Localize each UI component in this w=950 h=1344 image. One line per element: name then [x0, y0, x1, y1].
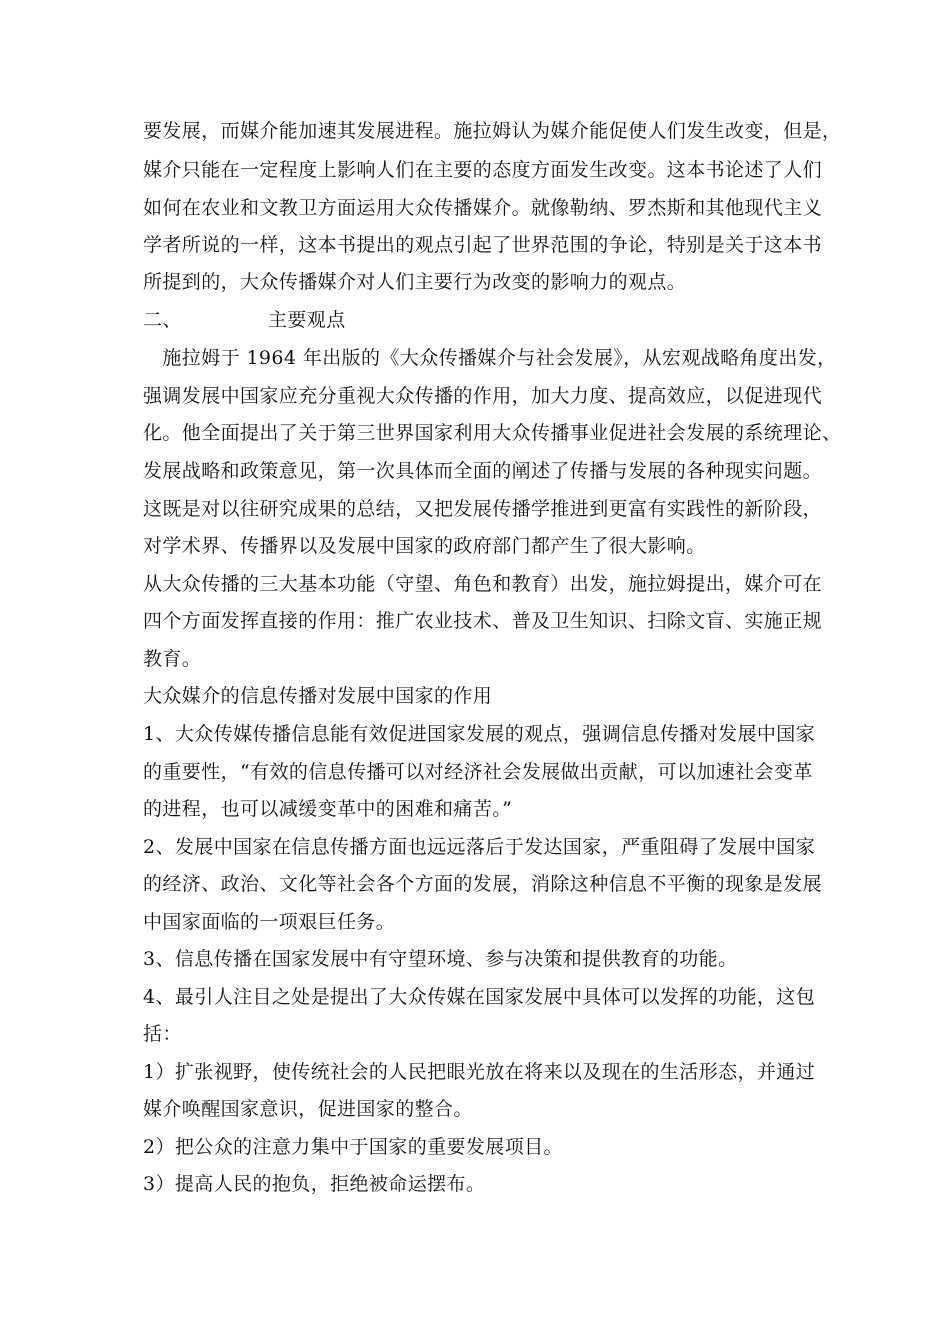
point-line: 的进程，也可以减缓变革中的困难和痛苦。”: [143, 798, 513, 820]
paragraph-line: 化。他全面提出了关于第三世界国家利用大众传播事业促进社会发展的系统理论、: [143, 422, 842, 444]
paragraph-line: 四个方面发挥直接的作用：推广农业技术、普及卫生知识、扫除文盲、实施正规: [143, 610, 823, 632]
intro-line: 媒介只能在一定程度上影响人们在主要的态度方面发生改变。这本书论述了人们: [143, 159, 823, 181]
subheading: 大众媒介的信息传播对发展中国家的作用: [143, 685, 493, 707]
section-title: 主要观点: [268, 309, 346, 331]
sub-item-line: 2）把公众的注意力集中于国家的重要发展项目。: [143, 1136, 563, 1158]
paragraph-line: 这既是对以往研究成果的总结，又把发展传播学推进到更富有实践性的新阶段，: [143, 498, 823, 520]
paragraph-line: 教育。: [143, 648, 202, 670]
paragraph-line: 对学术界、传播界以及发展中国家的政府部门都产生了很大影响。: [143, 535, 706, 557]
point-line: 的经济、政治、文化等社会各个方面的发展，消除这种信息不平衡的现象是发展: [143, 873, 823, 895]
paragraph-line: 强调发展中国家应充分重视大众传播的作用，加大力度、提高效应，以促进现代: [143, 385, 823, 407]
intro-line: 所提到的，大众传播媒介对人们主要行为改变的影响力的观点。: [143, 271, 687, 293]
intro-line: 如何在农业和文教卫方面运用大众传播媒介。就像勒纳、罗杰斯和其他现代主义: [143, 197, 823, 219]
point-line: 中国家面临的一项艰巨任务。: [143, 911, 396, 933]
point-line: 1、大众传媒传播信息能有效促进国家发展的观点，强调信息传播对发展中国家: [143, 723, 816, 745]
sub-item-line: 媒介唤醒国家意识，促进国家的整合。: [143, 1098, 473, 1120]
section-number: 二、: [143, 309, 182, 331]
point-line: 的重要性，“有效的信息传播可以对经济社会发展做出贡献，可以加速社会变革: [143, 761, 813, 783]
point-line: 3、信息传播在国家发展中有守望环境、参与决策和提供教育的功能。: [143, 948, 738, 970]
paragraph-line: 施拉姆于 1964 年出版的《大众传播媒介与社会发展》，从宏观战略角度出发，: [143, 347, 837, 369]
point-line: 括：: [143, 1023, 182, 1045]
sub-item-line: 3）提高人民的抱负，拒绝被命运摆布。: [143, 1173, 486, 1195]
paragraph-line: 发展战略和政策意见，第一次具体而全面的阐述了传播与发展的各种现实问题。: [143, 460, 823, 482]
sub-item-line: 1）扩张视野，使传统社会的人民把眼光放在将来以及现在的生活形态，并通过: [143, 1061, 816, 1083]
intro-line: 学者所说的一样，这本书提出的观点引起了世界范围的争论，特别是关于这本书: [143, 234, 823, 256]
point-line: 2、发展中国家在信息传播方面也远远落后于发达国家，严重阻碍了发展中国家: [143, 836, 816, 858]
intro-line: 要发展，而媒介能加速其发展进程。施拉姆认为媒介能促使人们发生改变，但是，: [143, 120, 842, 142]
point-line: 4、最引人注目之处是提出了大众传媒在国家发展中具体可以发挥的功能，这包: [143, 986, 816, 1008]
paragraph-line: 从大众传播的三大基本功能（守望、角色和教育）出发，施拉姆提出，媒介可在: [143, 573, 823, 595]
